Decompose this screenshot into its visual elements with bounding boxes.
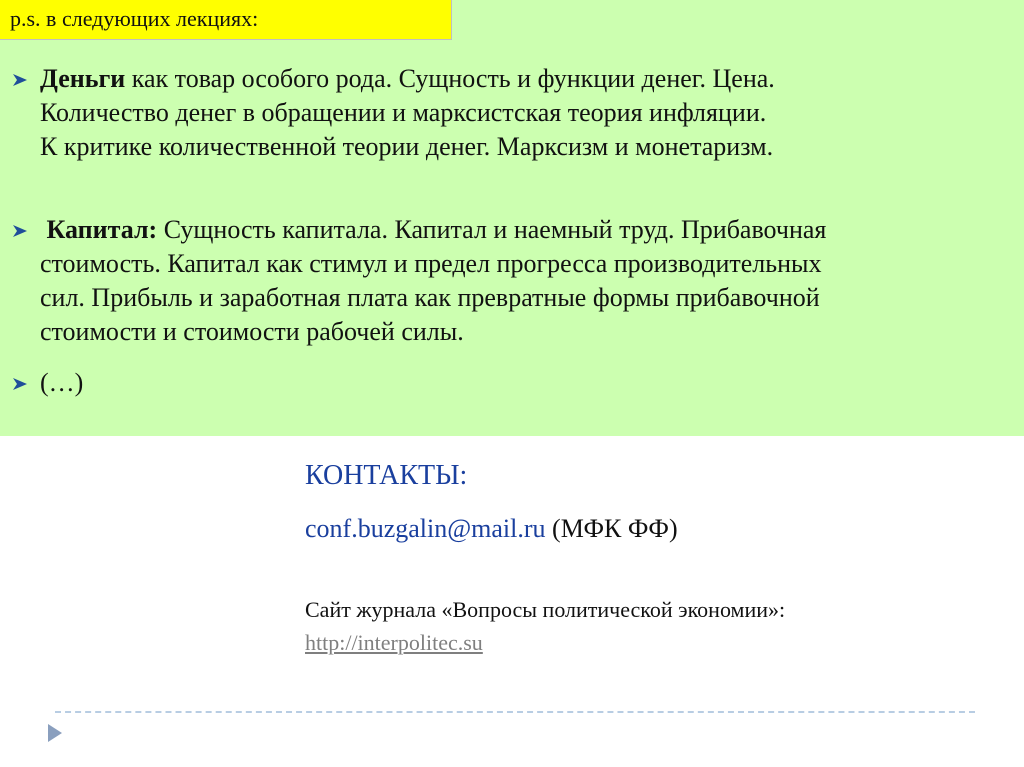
contacts-title: КОНТАКТЫ: — [305, 460, 468, 491]
email-suffix: (МФК ФФ) — [545, 514, 678, 543]
bullet-heading: Капитал: — [46, 215, 158, 244]
bullet-text — [40, 213, 826, 349]
email-link[interactable]: conf.buzgalin@mail.ru — [305, 514, 546, 543]
bullet-line: стоимость. Капитал как стимул и предел прогресса производительных — [40, 249, 822, 278]
nav-arrow-icon[interactable] — [44, 722, 66, 744]
bullet-line: сил. Прибыль и заработная плата как превратные формы прибавочной — [40, 283, 820, 312]
site-link[interactable]: http://interpolitec.su — [305, 630, 483, 655]
bullet-line: Количество денег в обращении и марксистская теория инфляции. — [40, 98, 767, 127]
header-label: p.s. в следующих лекциях: — [10, 6, 259, 31]
divider — [55, 711, 975, 713]
bullet-heading: Деньги — [40, 64, 126, 93]
arrow-bullet-icon — [10, 62, 40, 96]
bullet-line: (…) — [40, 368, 84, 397]
arrow-bullet-icon — [10, 213, 40, 247]
email-line — [305, 514, 678, 544]
bullet-line: стоимости и стоимости рабочей силы. — [40, 317, 464, 346]
site-label: Сайт журнала «Вопросы политической экономии»: — [305, 597, 786, 622]
bullet-text — [40, 366, 83, 400]
bullet-line: К критике количественной теории денег. Марксизм и монетаризм. — [40, 132, 774, 161]
bullet-line: как товар особого рода. Сущность и функции денег. Цена. — [125, 64, 775, 93]
bullet-line: Сущность капитала. Капитал и наемный труд. Прибавочная — [157, 215, 827, 244]
arrow-bullet-icon — [10, 366, 40, 400]
header-box — [0, 0, 452, 40]
bullet-text — [40, 62, 775, 164]
